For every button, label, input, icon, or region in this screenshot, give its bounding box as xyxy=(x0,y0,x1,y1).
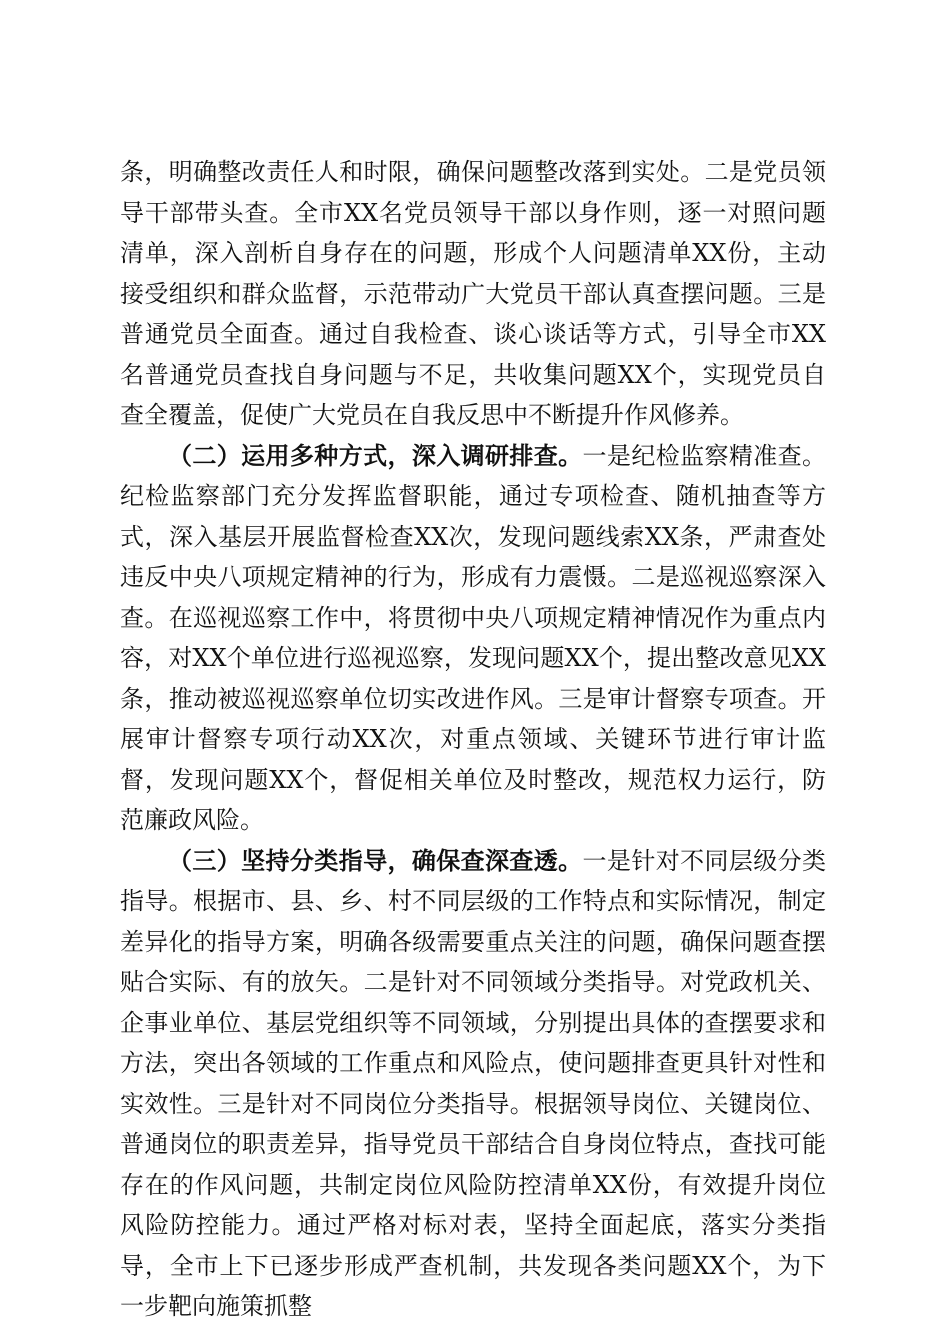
paragraph-2-text: 一是纪检监察精准查。纪检监察部门充分发挥监督职能，通过专项检查、随机抽查等方式，深入基层开展监督检查XX次，发现问题线索XX条，严肃查处违反中央八项规定精神的行为，形成有力震慑。二是巡视巡察深入查。在巡视巡察工作中，将贯彻中央八项规定精神情况作为重点内容，对XX个单位进行巡视巡察，发现问题XX个，提出整改意见XX条，推动被巡视巡察单位切实改进作风。三是审计督察专项查。开展审计督察专项行动XX次，对重点领域、关键环节进行审计监督，发现问题XX个，督促相关单位及时整改，规范权力运行，防范廉政风险。 xyxy=(120,441,827,834)
paragraph-1-text: 条，明确整改责任人和时限，确保问题整改落到实处。二是党员领导干部带头查。全市XX名党员领导干部以身作则，逐一对照问题清单，深入剖析自身存在的问题，形成个人问题清单XX份，主动接受组织和群众监督，示范带动广大党员干部认真查摆问题。三是普通党员全面查。通过自我检查、谈心谈话等方式，引导全市XX名普通党员查找自身问题与不足，共收集问题XX个，实现党员自查全覆盖，促使广大党员在自我反思中不断提升作风修养。 xyxy=(120,158,826,429)
paragraph-2 xyxy=(120,436,826,841)
paragraph-3 xyxy=(120,841,826,1327)
section-3-heading: （三）坚持分类指导，确保查深查透。 xyxy=(168,845,583,875)
document-page xyxy=(120,152,826,1327)
paragraph-1 xyxy=(120,152,826,436)
section-2-heading: （二）运用多种方式，深入调研排查。 xyxy=(168,440,583,470)
paragraph-3-text: 一是针对不同层级分类指导。根据市、县、乡、村不同层级的工作特点和实际情况，制定差异化的指导方案，明确各级需要重点关注的问题，确保问题查摆贴合实际、有的放矢。二是针对不同领域分类指导。对党政机关、企事业单位、基层党组织等不同领域，分别提出具体的查摆要求和方法，突出各领域的工作重点和风险点，使问题排查更具针对性和实效性。三是针对不同岗位分类指导。根据领导岗位、关键岗位、普通岗位的职责差异，指导党员干部结合自身岗位特点，查找可能存在的作风问题，共制定岗位风险防控清单XX份，有效提升岗位风险防控能力。通过严格对标对表，坚持全面起底，落实分类指导，全市上下已逐步形成严查机制，共发现各类问题XX个，为下一步靶向施策抓整 xyxy=(120,846,827,1320)
